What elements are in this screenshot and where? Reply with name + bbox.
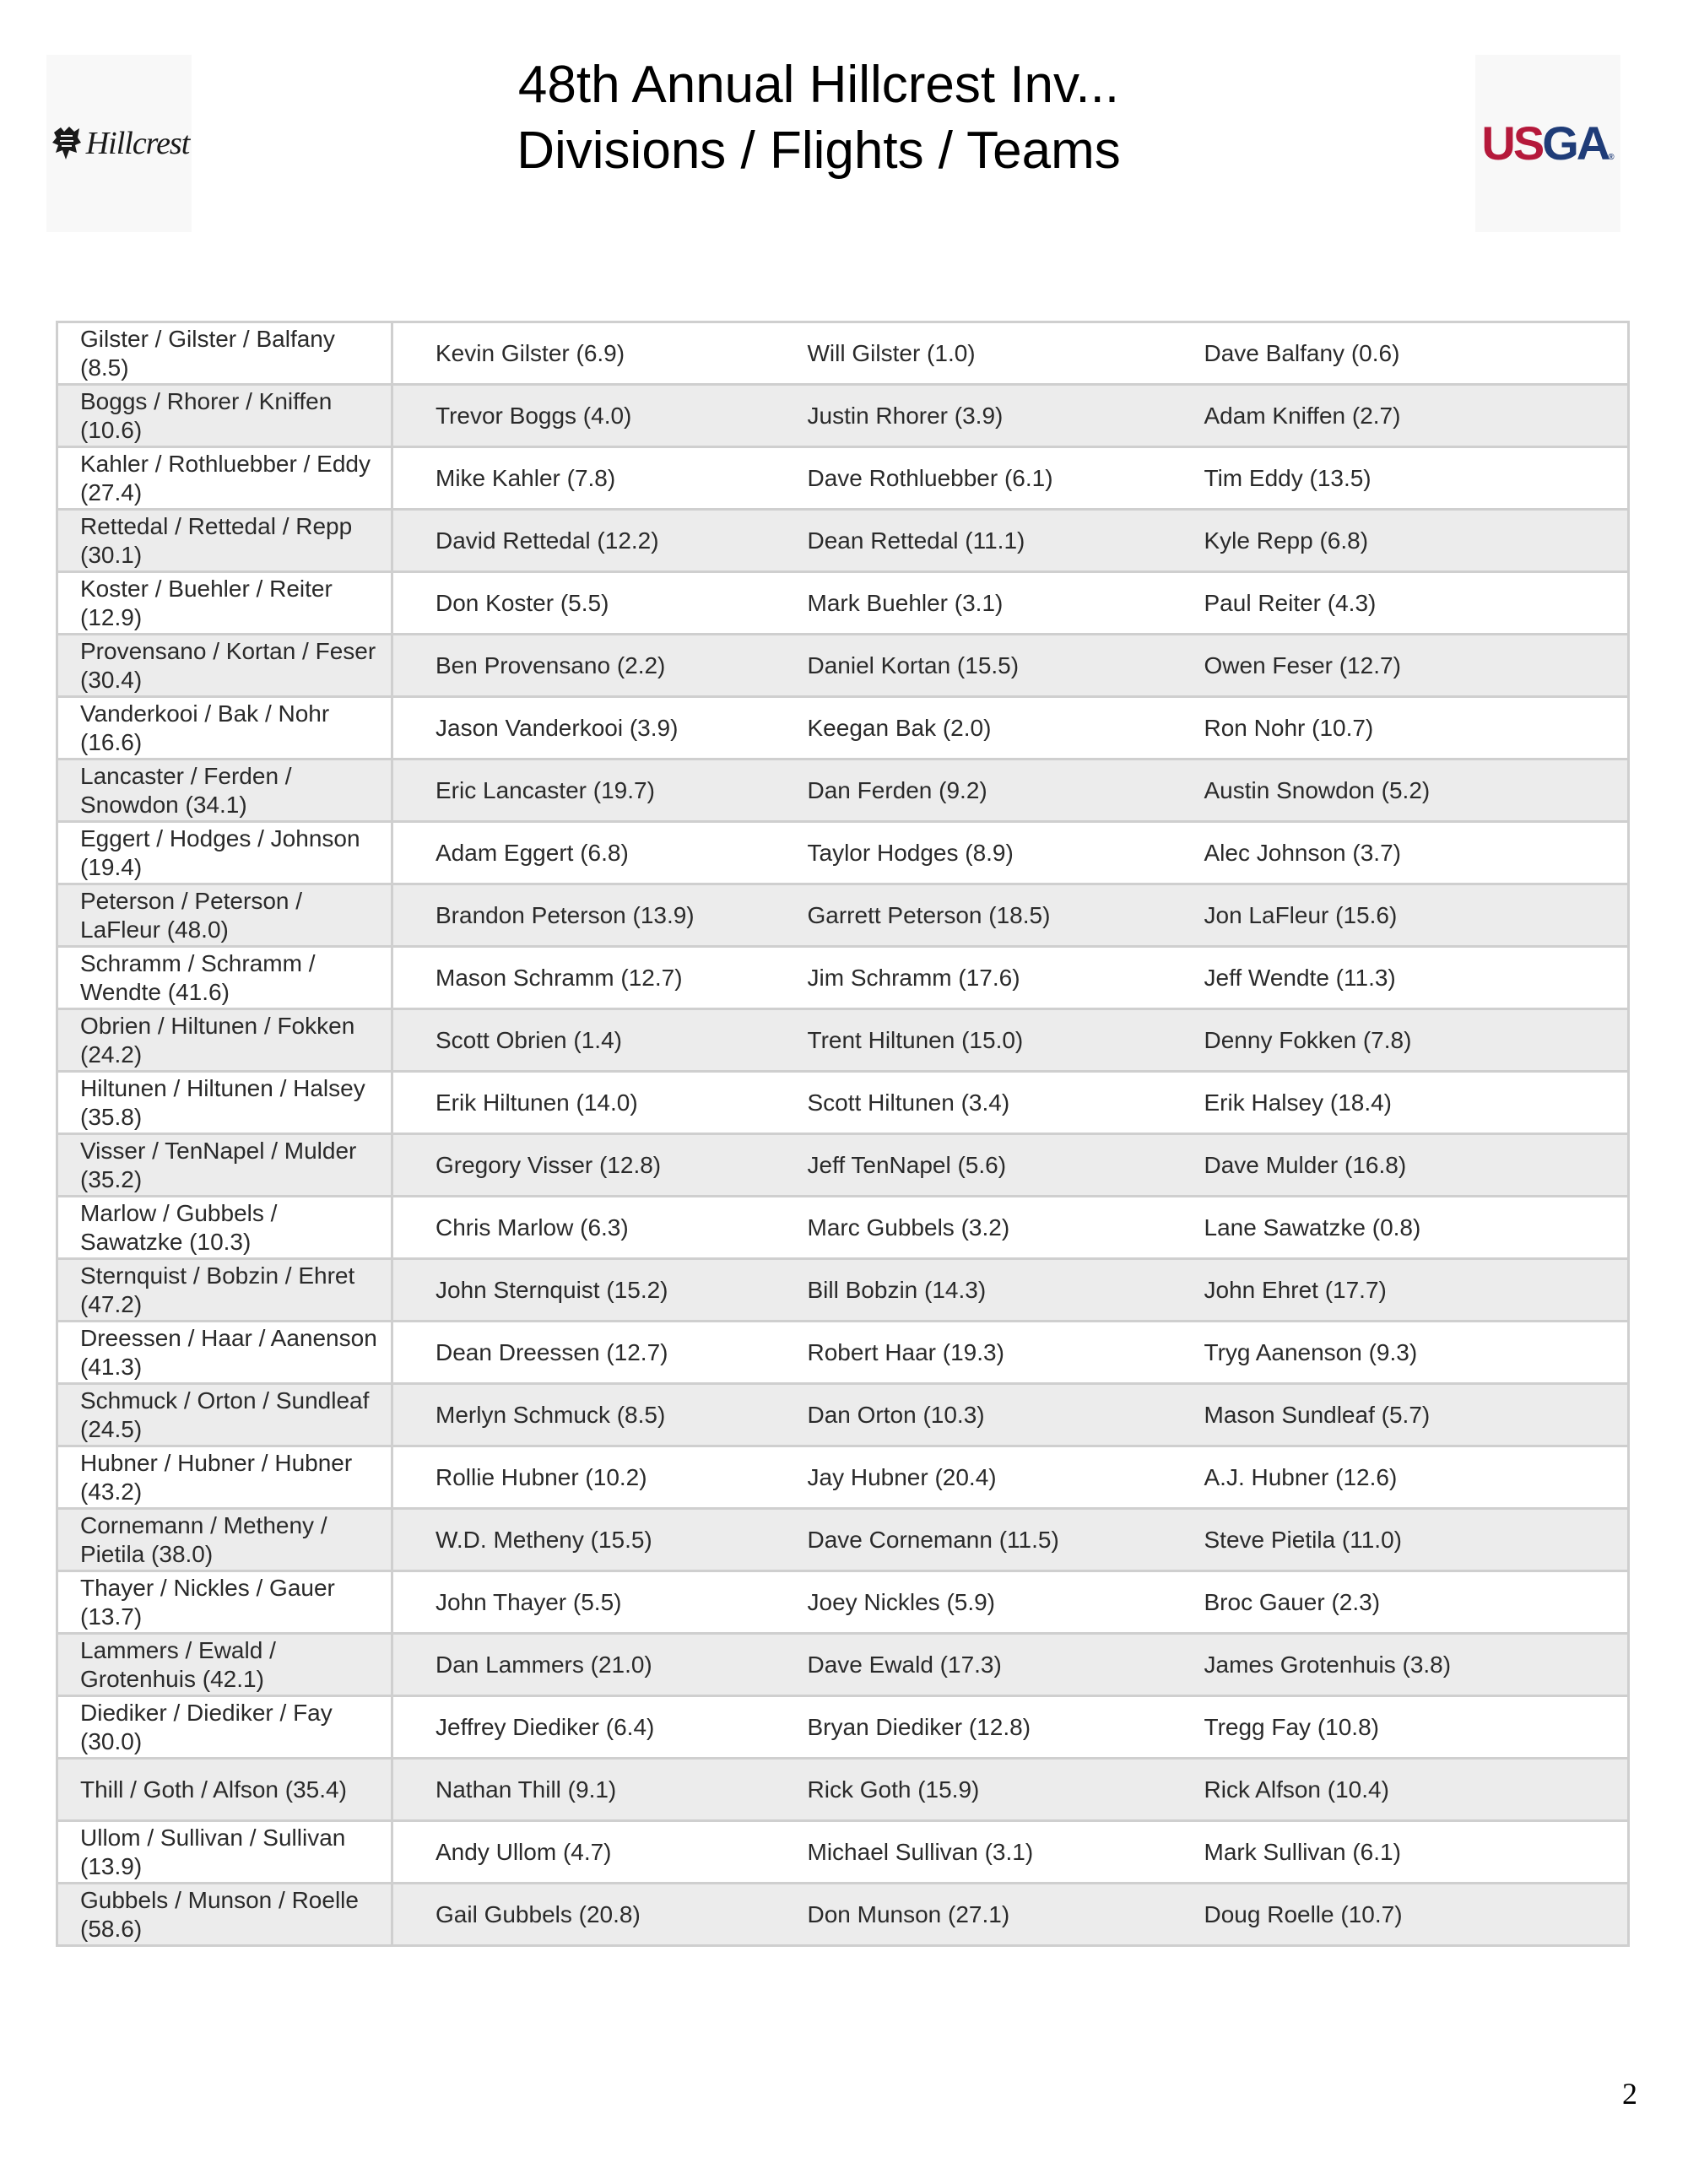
player-cell: Mason Sundleaf (5.7) [1186, 1384, 1629, 1446]
player-cell: Dan Ferden (9.2) [789, 760, 1186, 822]
team-cell: Ullom / Sullivan / Sullivan (13.9) [57, 1821, 392, 1884]
table-row [57, 1884, 1629, 1946]
team-cell: Dreessen / Haar / Aanenson (41.3) [57, 1322, 392, 1384]
player-cell: Nathan Thill (9.1) [392, 1759, 789, 1821]
team-cell: Peterson / Peterson / LaFleur (48.0) [57, 884, 392, 947]
player-cell: John Thayer (5.5) [392, 1571, 789, 1634]
table-row [57, 1571, 1629, 1634]
player-cell: James Grotenhuis (3.8) [1186, 1634, 1629, 1696]
table-row [57, 1197, 1629, 1259]
teams-table [56, 321, 1630, 1947]
table-row [57, 510, 1629, 572]
usga-logo-text [1481, 116, 1615, 170]
player-cell: Justin Rhorer (3.9) [789, 385, 1186, 447]
player-cell: Bryan Diediker (12.8) [789, 1696, 1186, 1759]
player-cell: Doug Roelle (10.7) [1186, 1884, 1629, 1946]
player-cell: Erik Hiltunen (14.0) [392, 1072, 789, 1134]
crest-icon [49, 124, 84, 163]
table-row [57, 1384, 1629, 1446]
player-cell: Taylor Hodges (8.9) [789, 822, 1186, 884]
player-cell: Merlyn Schmuck (8.5) [392, 1384, 789, 1446]
player-cell: Tryg Aanenson (9.3) [1186, 1322, 1629, 1384]
player-cell: Mark Buehler (3.1) [789, 572, 1186, 635]
player-cell: Rollie Hubner (10.2) [392, 1446, 789, 1509]
player-cell: Scott Obrien (1.4) [392, 1009, 789, 1072]
player-cell: A.J. Hubner (12.6) [1186, 1446, 1629, 1509]
player-cell: Lane Sawatzke (0.8) [1186, 1197, 1629, 1259]
table-row [57, 1009, 1629, 1072]
page-header [0, 0, 1688, 253]
table-row [57, 322, 1629, 385]
table-row [57, 1634, 1629, 1696]
player-cell: John Ehret (17.7) [1186, 1259, 1629, 1322]
table-row [57, 635, 1629, 697]
team-cell: Visser / TenNapel / Mulder (35.2) [57, 1134, 392, 1197]
player-cell: Rick Goth (15.9) [789, 1759, 1186, 1821]
player-cell: Tim Eddy (13.5) [1186, 447, 1629, 510]
player-cell: Keegan Bak (2.0) [789, 697, 1186, 760]
team-cell: Hubner / Hubner / Hubner (43.2) [57, 1446, 392, 1509]
player-cell: Eric Lancaster (19.7) [392, 760, 789, 822]
team-cell: Schramm / Schramm / Wendte (41.6) [57, 947, 392, 1009]
title-line-1: 48th Annual Hillcrest Inv... [517, 56, 1120, 114]
player-cell: Andy Ullom (4.7) [392, 1821, 789, 1884]
table-row [57, 760, 1629, 822]
player-cell: Dan Orton (10.3) [789, 1384, 1186, 1446]
hillcrest-logo [46, 55, 192, 232]
table-row [57, 1696, 1629, 1759]
player-cell: Will Gilster (1.0) [789, 322, 1186, 385]
player-cell: Jeffrey Diediker (6.4) [392, 1696, 789, 1759]
page-title [388, 52, 1249, 184]
player-cell: Mason Schramm (12.7) [392, 947, 789, 1009]
table-row [57, 1134, 1629, 1197]
team-cell: Thayer / Nickles / Gauer (13.7) [57, 1571, 392, 1634]
player-cell: Gail Gubbels (20.8) [392, 1884, 789, 1946]
player-cell: Dean Dreessen (12.7) [392, 1322, 789, 1384]
title-line-2: Divisions / Flights / Teams [517, 122, 1121, 180]
team-cell: Gubbels / Munson / Roelle (58.6) [57, 1884, 392, 1946]
hillcrest-logo-text: Hillcrest [85, 126, 190, 161]
player-cell: Michael Sullivan (3.1) [789, 1821, 1186, 1884]
player-cell: Steve Pietila (11.0) [1186, 1509, 1629, 1571]
table-row [57, 884, 1629, 947]
player-cell: David Rettedal (12.2) [392, 510, 789, 572]
player-cell: Jay Hubner (20.4) [789, 1446, 1186, 1509]
team-cell: Schmuck / Orton / Sundleaf (24.5) [57, 1384, 392, 1446]
team-cell: Hiltunen / Hiltunen / Halsey (35.8) [57, 1072, 392, 1134]
player-cell: Dan Lammers (21.0) [392, 1634, 789, 1696]
player-cell: Jon LaFleur (15.6) [1186, 884, 1629, 947]
hillcrest-logo-mark [49, 124, 190, 163]
player-cell: Chris Marlow (6.3) [392, 1197, 789, 1259]
player-cell: Dave Balfany (0.6) [1186, 322, 1629, 385]
player-cell: Ron Nohr (10.7) [1186, 697, 1629, 760]
player-cell: Scott Hiltunen (3.4) [789, 1072, 1186, 1134]
table-row [57, 1322, 1629, 1384]
player-cell: Trent Hiltunen (15.0) [789, 1009, 1186, 1072]
team-cell: Diediker / Diediker / Fay (30.0) [57, 1696, 392, 1759]
player-cell: Owen Feser (12.7) [1186, 635, 1629, 697]
table-row [57, 697, 1629, 760]
team-cell: Kahler / Rothluebber / Eddy (27.4) [57, 447, 392, 510]
table-row [57, 1509, 1629, 1571]
table-row [57, 1072, 1629, 1134]
team-cell: Gilster / Gilster / Balfany (8.5) [57, 322, 392, 385]
usga-logo-ga: GA [1542, 116, 1609, 170]
player-cell: Rick Alfson (10.4) [1186, 1759, 1629, 1821]
player-cell: Robert Haar (19.3) [789, 1322, 1186, 1384]
player-cell: Adam Eggert (6.8) [392, 822, 789, 884]
player-cell: Bill Bobzin (14.3) [789, 1259, 1186, 1322]
team-cell: Sternquist / Bobzin / Ehret (47.2) [57, 1259, 392, 1322]
team-cell: Marlow / Gubbels / Sawatzke (10.3) [57, 1197, 392, 1259]
player-cell: Ben Provensano (2.2) [392, 635, 789, 697]
player-cell: Erik Halsey (18.4) [1186, 1072, 1629, 1134]
player-cell: Trevor Boggs (4.0) [392, 385, 789, 447]
player-cell: Daniel Kortan (15.5) [789, 635, 1186, 697]
player-cell: Kyle Repp (6.8) [1186, 510, 1629, 572]
table-row [57, 947, 1629, 1009]
player-cell: Jeff TenNapel (5.6) [789, 1134, 1186, 1197]
team-cell: Boggs / Rhorer / Kniffen (10.6) [57, 385, 392, 447]
team-cell: Eggert / Hodges / Johnson (19.4) [57, 822, 392, 884]
player-cell: Joey Nickles (5.9) [789, 1571, 1186, 1634]
player-cell: Denny Fokken (7.8) [1186, 1009, 1629, 1072]
player-cell: Dave Cornemann (11.5) [789, 1509, 1186, 1571]
team-cell: Thill / Goth / Alfson (35.4) [57, 1759, 392, 1821]
player-cell: Adam Kniffen (2.7) [1186, 385, 1629, 447]
table-row [57, 1446, 1629, 1509]
player-cell: Gregory Visser (12.8) [392, 1134, 789, 1197]
player-cell: Jason Vanderkooi (3.9) [392, 697, 789, 760]
player-cell: Alec Johnson (3.7) [1186, 822, 1629, 884]
team-cell: Lancaster / Ferden / Snowdon (34.1) [57, 760, 392, 822]
team-cell: Vanderkooi / Bak / Nohr (16.6) [57, 697, 392, 760]
usga-logo [1475, 55, 1620, 232]
player-cell: W.D. Metheny (15.5) [392, 1509, 789, 1571]
usga-logo-us: US [1481, 116, 1543, 170]
table-row [57, 572, 1629, 635]
player-cell: Marc Gubbels (3.2) [789, 1197, 1186, 1259]
player-cell: Garrett Peterson (18.5) [789, 884, 1186, 947]
player-cell: Mark Sullivan (6.1) [1186, 1821, 1629, 1884]
usga-registered-mark: ® [1608, 153, 1615, 162]
table-row [57, 385, 1629, 447]
team-cell: Obrien / Hiltunen / Fokken (24.2) [57, 1009, 392, 1072]
table-row [57, 447, 1629, 510]
player-cell: Austin Snowdon (5.2) [1186, 760, 1629, 822]
table-row [57, 1259, 1629, 1322]
player-cell: Dave Mulder (16.8) [1186, 1134, 1629, 1197]
player-cell: Jeff Wendte (11.3) [1186, 947, 1629, 1009]
player-cell: Mike Kahler (7.8) [392, 447, 789, 510]
player-cell: Paul Reiter (4.3) [1186, 572, 1629, 635]
player-cell: Don Munson (27.1) [789, 1884, 1186, 1946]
teams-table-body [57, 322, 1629, 1946]
table-row [57, 822, 1629, 884]
player-cell: Dean Rettedal (11.1) [789, 510, 1186, 572]
team-cell: Lammers / Ewald / Grotenhuis (42.1) [57, 1634, 392, 1696]
player-cell: Tregg Fay (10.8) [1186, 1696, 1629, 1759]
player-cell: Dave Rothluebber (6.1) [789, 447, 1186, 510]
table-row [57, 1821, 1629, 1884]
player-cell: Jim Schramm (17.6) [789, 947, 1186, 1009]
player-cell: John Sternquist (15.2) [392, 1259, 789, 1322]
page-number: 2 [1622, 2077, 1637, 2111]
player-cell: Don Koster (5.5) [392, 572, 789, 635]
team-cell: Cornemann / Metheny / Pietila (38.0) [57, 1509, 392, 1571]
table-row [57, 1759, 1629, 1821]
player-cell: Dave Ewald (17.3) [789, 1634, 1186, 1696]
player-cell: Broc Gauer (2.3) [1186, 1571, 1629, 1634]
team-cell: Rettedal / Rettedal / Repp (30.1) [57, 510, 392, 572]
player-cell: Kevin Gilster (6.9) [392, 322, 789, 385]
team-cell: Koster / Buehler / Reiter (12.9) [57, 572, 392, 635]
player-cell: Brandon Peterson (13.9) [392, 884, 789, 947]
team-cell: Provensano / Kortan / Feser (30.4) [57, 635, 392, 697]
